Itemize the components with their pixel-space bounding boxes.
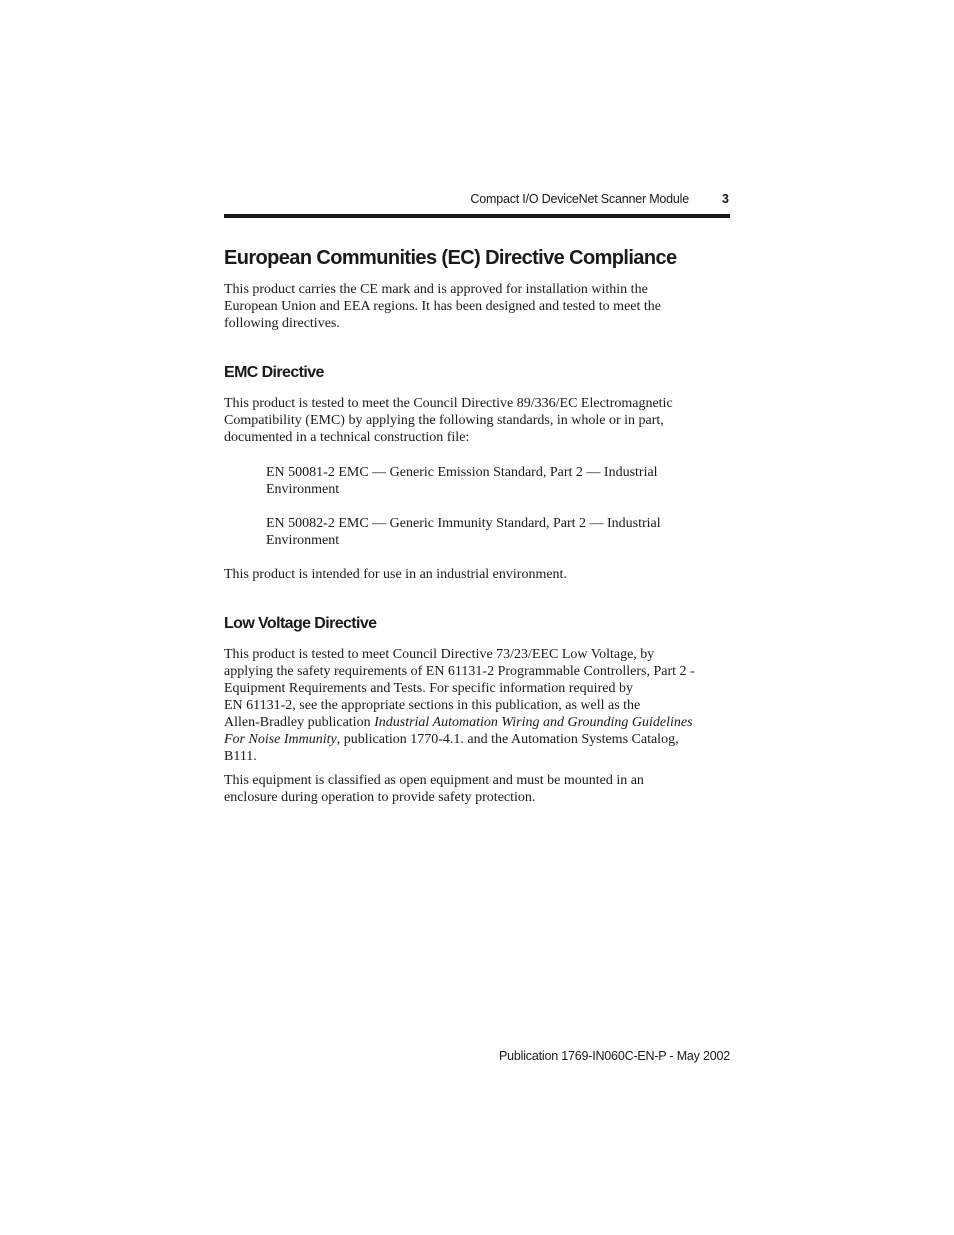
text-line: documented in a technical construction file: bbox=[224, 430, 470, 445]
text-line: EN 61131-2, see the appropriate sections in this publication, as well as the bbox=[224, 698, 641, 713]
text-line: following directives. bbox=[224, 316, 340, 331]
document-page bbox=[224, 0, 730, 1235]
ec-paragraph bbox=[224, 281, 730, 332]
text-line: This product is tested to meet Council Directive 73/23/EEC Low Voltage, by bbox=[224, 647, 655, 662]
section-heading-emc: EMC Directive bbox=[224, 364, 324, 381]
emc-standard-emission bbox=[266, 464, 730, 498]
publication-title: Industrial Automation Wiring and Grounding Guidelines bbox=[374, 715, 693, 730]
text-line: applying the safety requirements of EN 61131-2 Programmable Controllers, Part 2 - bbox=[224, 664, 695, 679]
text-line: This product is tested to meet the Council Directive 89/336/EC Electromagnetic bbox=[224, 396, 673, 411]
lv-paragraph-2 bbox=[224, 772, 730, 806]
text-line: This product is intended for use in an industrial environment. bbox=[224, 567, 567, 582]
running-header bbox=[224, 191, 730, 209]
emc-closing bbox=[224, 566, 730, 583]
text-line: EN 50082-2 EMC — Generic Immunity Standard, Part 2 — Industrial bbox=[266, 516, 661, 531]
text-line bbox=[224, 714, 730, 731]
text-run: Allen-Bradley publication bbox=[224, 715, 375, 730]
publication-footer: Publication 1769-IN060C-EN-P - May 2002 bbox=[499, 1049, 730, 1063]
text-line: EN 50081-2 EMC — Generic Emission Standard, Part 2 — Industrial bbox=[266, 465, 658, 480]
header-rule bbox=[224, 214, 730, 218]
section-heading-low-voltage: Low Voltage Directive bbox=[224, 615, 377, 632]
page-number: 3 bbox=[722, 192, 729, 206]
text-line: Compatibility (EMC) by applying the following standards, in whole or in part, bbox=[224, 413, 664, 428]
section-heading-ec: European Communities (EC) Directive Compliance bbox=[224, 247, 677, 269]
publication-title-cont: For Noise Immunity bbox=[224, 732, 337, 747]
text-line: This equipment is classified as open equipment and must be mounted in an bbox=[224, 773, 644, 788]
text-line bbox=[224, 731, 730, 748]
text-line: Environment bbox=[266, 482, 340, 497]
emc-paragraph bbox=[224, 395, 730, 446]
text-line: Equipment Requirements and Tests. For specific information required by bbox=[224, 681, 633, 696]
text-line: enclosure during operation to provide safety protection. bbox=[224, 790, 536, 805]
text-run: , publication 1770-4.1. and the Automation Systems Catalog, bbox=[336, 732, 679, 747]
text-line: European Union and EEA regions. It has been designed and tested to meet the bbox=[224, 299, 661, 314]
text-line: This product carries the CE mark and is approved for installation within the bbox=[224, 282, 648, 297]
header-title: Compact I/O DeviceNet Scanner Module bbox=[470, 192, 689, 206]
lv-paragraph-1 bbox=[224, 646, 730, 765]
emc-standard-immunity bbox=[266, 515, 730, 549]
text-line: Environment bbox=[266, 533, 340, 548]
text-line: B111. bbox=[224, 749, 257, 764]
